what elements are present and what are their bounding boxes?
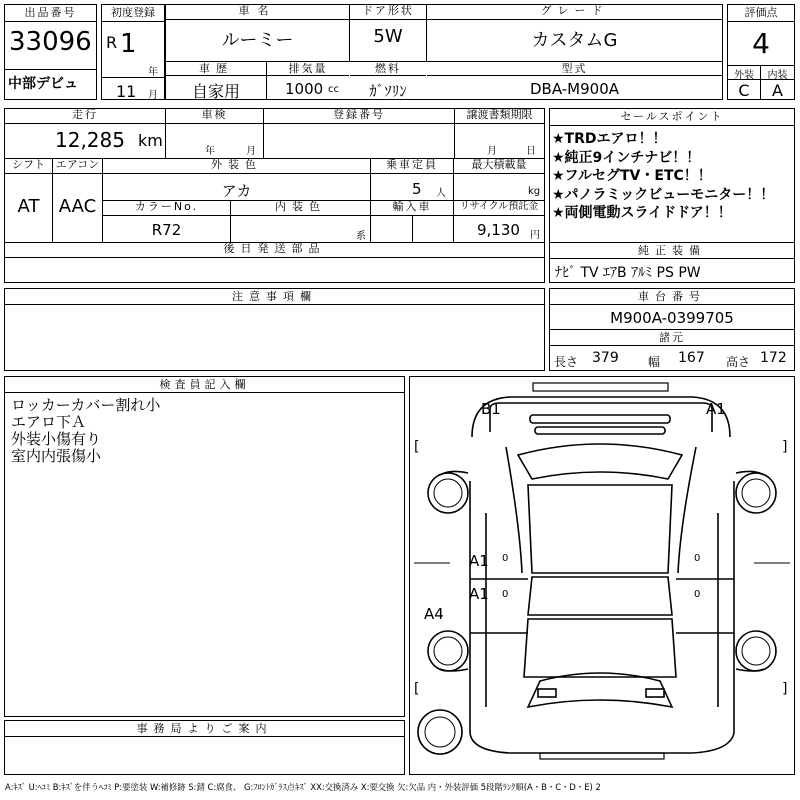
load-label: 最大積載量 xyxy=(454,159,544,174)
width-label: 幅 xyxy=(648,355,661,369)
exterior-grade: C xyxy=(738,81,750,100)
color-label: 外装色 xyxy=(103,159,370,174)
load-unit: kg xyxy=(528,186,541,197)
chassis-title: 車台番号 xyxy=(550,289,794,305)
displacement: 1000 xyxy=(285,80,324,98)
model-code: DBA-M900A xyxy=(529,80,620,98)
displacement-label: 排気量 xyxy=(267,62,349,76)
width-value: 167 xyxy=(678,350,705,366)
bracket-right-1: ] xyxy=(782,439,788,455)
dimensions-title: 諸元 xyxy=(550,330,794,346)
ac-label: エアコン xyxy=(53,159,102,174)
air-conditioner: AAC xyxy=(58,196,97,217)
door-type: 5W xyxy=(373,26,403,47)
sales-point-item: ★フルセグTV・ETC！！ xyxy=(552,168,712,184)
first-reg-label: 初度登録 xyxy=(102,5,164,22)
damage-mark-a4: A4 xyxy=(424,605,444,623)
reg-no-label: 登録番号 xyxy=(264,109,454,124)
interior-grade: A xyxy=(772,81,783,100)
grade: カスタムG xyxy=(531,30,618,51)
era-letter: R xyxy=(106,33,118,52)
length-label: 長さ xyxy=(554,355,579,369)
first-reg-box xyxy=(101,4,165,100)
inspector-title: 検査員記入欄 xyxy=(5,377,404,393)
history-label: 車歴 xyxy=(166,62,266,76)
inspector-note: 外装小傷有り xyxy=(11,430,102,448)
inspection-year-unit: 年 xyxy=(205,146,215,157)
lot-box xyxy=(4,4,97,100)
damage-mark-b1: B1 xyxy=(481,400,501,418)
color-no-label: カラーNo. xyxy=(103,201,230,216)
import-label: 輸入車 xyxy=(371,201,453,216)
lot-number: 33096 xyxy=(9,27,92,57)
shift: AT xyxy=(17,196,40,217)
bracket-left-2: [ xyxy=(414,681,420,697)
car-diagram xyxy=(409,376,795,775)
grade-label: グレード xyxy=(427,5,722,20)
fuel-label: 燃料 xyxy=(350,62,426,76)
inspector-notes xyxy=(11,397,160,465)
chassis-box xyxy=(549,288,795,371)
length-value: 379 xyxy=(592,350,619,366)
sales-point-item: ★パノラミックビューモニター！！ xyxy=(552,186,775,203)
fuel: ｶﾞｿﾘﾝ xyxy=(369,82,407,100)
car-name: ルーミー xyxy=(221,30,294,51)
mileage: 12,285 xyxy=(55,128,125,152)
door-label: ドア形状 xyxy=(350,5,426,20)
bracket-right-2: ] xyxy=(782,681,788,697)
later-parts-label: 後日発送部品 xyxy=(5,243,544,258)
transfer-month-unit: 月 xyxy=(487,146,497,157)
sales-point-item: ★TRDエアロ！！ xyxy=(552,131,667,147)
car-name-label: 車名 xyxy=(166,5,349,20)
notes-box xyxy=(4,288,545,371)
inspector-note: エアロ下Ａ xyxy=(11,413,87,431)
inspector-note: 室内内張傷小 xyxy=(11,447,102,465)
sales-points-box xyxy=(549,108,795,283)
month-unit: 月 xyxy=(148,90,158,101)
chassis-number: M900A-0399705 xyxy=(610,309,734,327)
office-title: 事務局よりご案内 xyxy=(5,721,404,737)
transfer-label: 譲渡書類期限 xyxy=(455,109,544,124)
era-year: 1 xyxy=(120,29,137,59)
interior-color-label: 内装色 xyxy=(231,201,370,216)
exterior-label: 外装 xyxy=(734,70,754,81)
recycle-unit: 円 xyxy=(530,230,540,241)
sales-points-list xyxy=(552,130,774,223)
recycle-label: リサイクル預託金 xyxy=(454,201,544,216)
height-value: 172 xyxy=(760,350,787,366)
mileage-label: 走行 xyxy=(5,109,165,124)
bracket-left-1: [ xyxy=(414,439,420,455)
mileage-unit: km xyxy=(138,131,163,150)
inspection-month-unit: 月 xyxy=(246,146,256,157)
interior-label: 内装 xyxy=(767,70,788,81)
capacity-unit: 人 xyxy=(436,188,446,199)
score-value: 4 xyxy=(752,27,770,60)
legend: A:ｷｽﾞ U:ﾍｺﾐ B:ｷｽﾞを伴うﾍｺﾐ P:要塗装 W:補修跡 S:錆 C:腐食、 G:ﾌﾛﾝﾄｶﾞﾗｽ点ｷｽﾞ XX:交換済み X:要交換 欠:欠品 内・外装評価 5段階ﾗﾝｸ順(A・B・C・D・E) 2 xyxy=(5,782,601,792)
notes-title: 注意事項欄 xyxy=(5,289,544,305)
capacity-label: 乗車定員 xyxy=(371,159,453,174)
model-label: 型式 xyxy=(427,62,722,76)
transfer-day-unit: 日 xyxy=(526,146,536,157)
shift-label: シフト xyxy=(5,159,52,174)
office-box xyxy=(4,720,405,775)
inspector-note: ロッカーカバー割れ小 xyxy=(11,396,161,414)
color-number: R72 xyxy=(151,221,182,239)
zero-mark-left-1: 0 xyxy=(502,553,509,564)
venue-name: 中部デビュ xyxy=(8,76,78,92)
damage-mark-a1-mid: A1 xyxy=(469,552,489,570)
inspector-box xyxy=(4,376,405,717)
zero-mark-left-2: 0 xyxy=(502,589,509,600)
displacement-unit: cc xyxy=(328,84,339,95)
sales-point-item: ★両側電動スライドドア！！ xyxy=(552,205,732,221)
year-unit: 年 xyxy=(148,67,158,78)
height-label: 高さ xyxy=(726,355,751,369)
interior-color-unit: 系 xyxy=(356,231,366,242)
first-reg-month: 11 xyxy=(116,82,137,101)
sales-point-item: ★純正9インチナビ！！ xyxy=(552,149,701,166)
score-box xyxy=(727,4,795,100)
equipment-title: 純正装備 xyxy=(550,243,794,259)
equipment-items: ﾅﾋﾞ TV ｴｱB ｱﾙﾐ PS PW xyxy=(555,265,701,281)
car-outline xyxy=(410,377,794,774)
damage-mark-a1-low: A1 xyxy=(469,585,489,603)
damage-mark-a1-top: A1 xyxy=(706,400,726,418)
score-label: 評価点 xyxy=(728,5,794,22)
recycle-fee: 9,130 xyxy=(477,221,520,239)
sales-points-title: セールスポイント xyxy=(550,109,794,126)
lot-label: 出品番号 xyxy=(5,5,96,22)
inspection-label: 車検 xyxy=(166,109,263,124)
zero-mark-right-2: 0 xyxy=(694,589,701,600)
zero-mark-right-1: 0 xyxy=(694,553,701,564)
capacity: 5 xyxy=(412,180,422,198)
history: 自家用 xyxy=(191,82,240,101)
exterior-color: アカ xyxy=(221,182,252,200)
